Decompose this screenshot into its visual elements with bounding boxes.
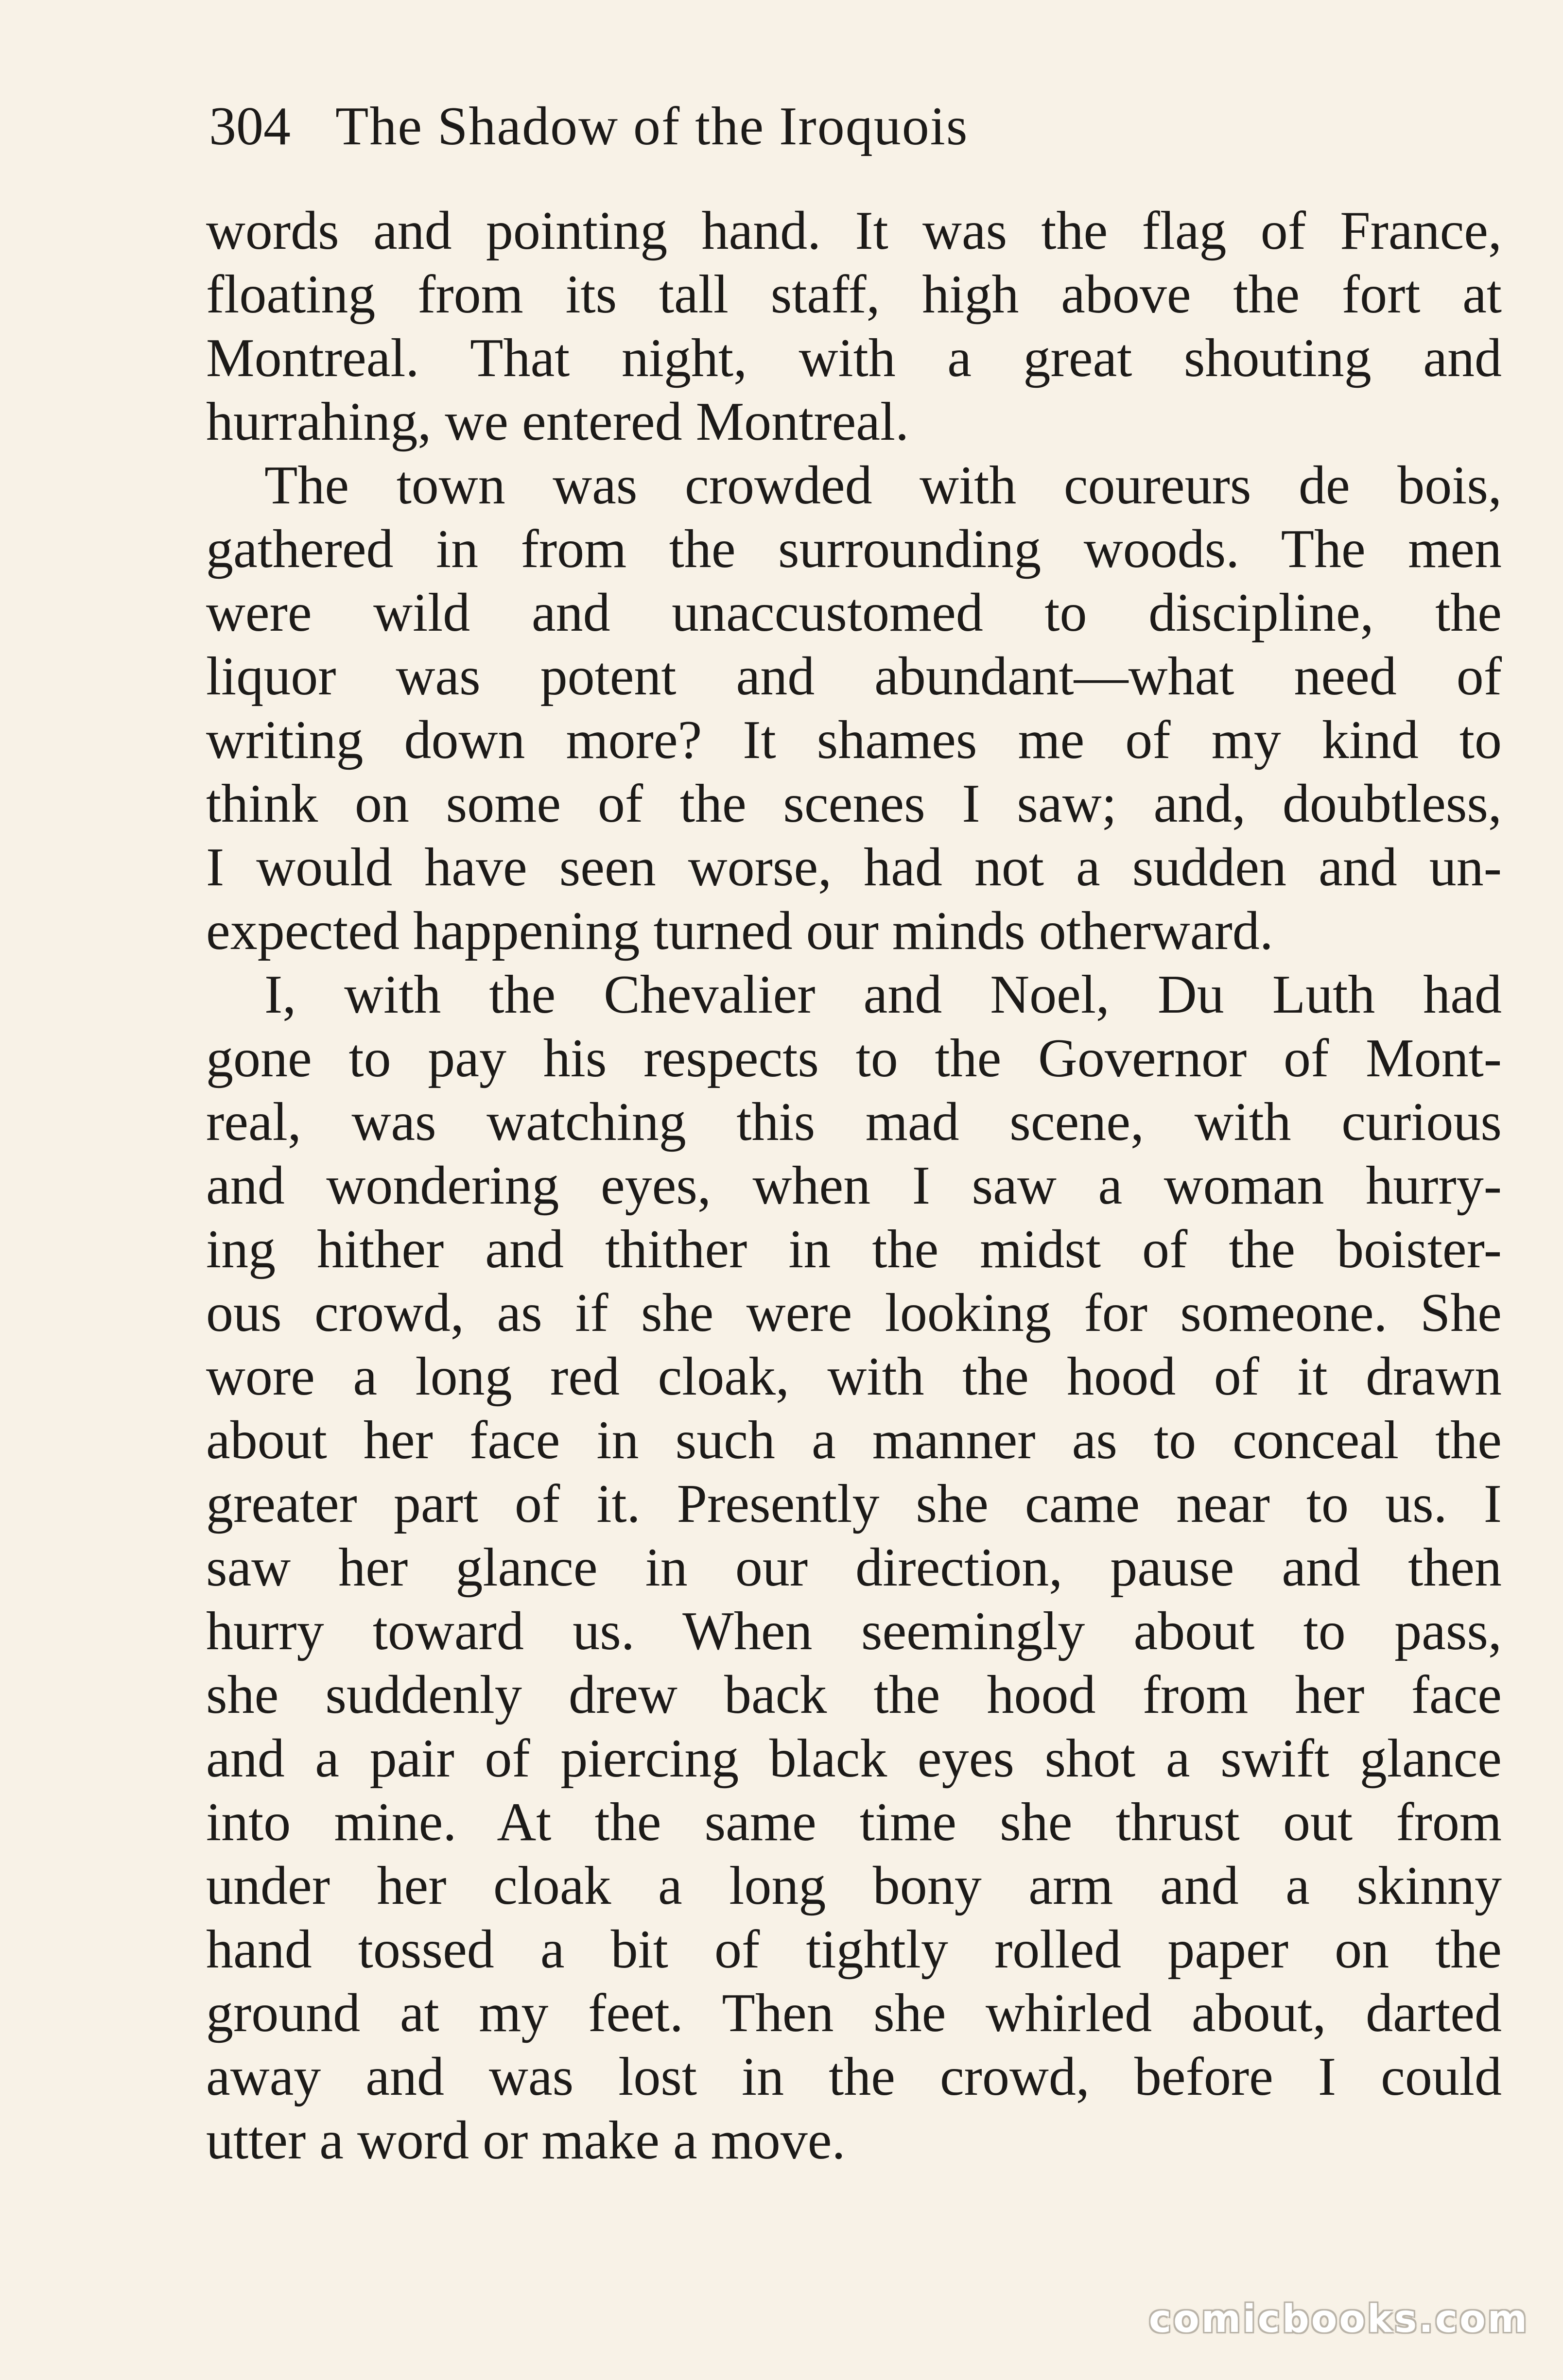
- text-line: saw her glance in our direction, pause and then: [206, 1537, 1502, 1598]
- text-line: gathered in from the surrounding woods. The men: [206, 519, 1502, 579]
- text-line: greater part of it. Presently she came near to us. I: [206, 1474, 1502, 1534]
- text-line: hand tossed a bit of tightly rolled paper on the: [206, 1919, 1502, 1980]
- text-line: ground at my feet. Then she whirled about, darted: [206, 1983, 1502, 2043]
- watermark-logo: comicbooks.com: [1148, 2297, 1529, 2341]
- text-line: hurrahing, we entered Montreal.: [206, 392, 909, 452]
- text-line: expected happening turned our minds otherward.: [206, 901, 1273, 961]
- page-number: 304: [209, 96, 291, 156]
- text-line: liquor was potent and abundant—what need of: [206, 646, 1502, 707]
- text-line: into mine. At the same time she thrust out from: [206, 1792, 1502, 1852]
- text-line: wore a long red cloak, with the hood of it drawn: [206, 1346, 1502, 1407]
- text-line: words and pointing hand. It was the flag of France,: [206, 201, 1502, 261]
- text-line: think on some of the scenes I saw; and, doubtless,: [206, 774, 1502, 834]
- text-line: and wondering eyes, when I saw a woman hurry-: [206, 1156, 1502, 1216]
- text-line: I would have seen worse, had not a sudden and un-: [206, 837, 1502, 897]
- text-line: ous crowd, as if she were looking for someone. She: [206, 1283, 1502, 1343]
- text-line: The town was crowded with coureurs de bois,: [264, 455, 1502, 516]
- text-line: floating from its tall staff, high above the fort at: [206, 264, 1502, 325]
- text-line: gone to pay his respects to the Governor of Mont-: [206, 1028, 1502, 1088]
- text-line: she suddenly drew back the hood from her face: [206, 1665, 1502, 1725]
- text-line: Montreal. That night, with a great shouting and: [206, 328, 1502, 388]
- text-line: ing hither and thither in the midst of the boister-: [206, 1219, 1502, 1279]
- text-line: hurry toward us. When seemingly about to pass,: [206, 1601, 1502, 1661]
- text-line: writing down more? It shames me of my kind to: [206, 710, 1502, 770]
- text-line: utter a word or make a move.: [206, 2110, 846, 2171]
- text-line: were wild and unaccustomed to discipline, the: [206, 583, 1502, 643]
- body-text: [206, 199, 1502, 2173]
- text-line: about her face in such a manner as to conceal the: [206, 1410, 1502, 1470]
- text-line: real, was watching this mad scene, with curious: [206, 1092, 1502, 1152]
- text-line: I, with the Chevalier and Noel, Du Luth had: [264, 965, 1502, 1025]
- page-header: [209, 92, 1230, 160]
- running-title: The Shadow of the Iroquois: [335, 96, 969, 156]
- text-line: under her cloak a long bony arm and a skinny: [206, 1856, 1502, 1916]
- text-line: and a pair of piercing black eyes shot a swift glance: [206, 1728, 1502, 1789]
- text-line: away and was lost in the crowd, before I could: [206, 2047, 1502, 2107]
